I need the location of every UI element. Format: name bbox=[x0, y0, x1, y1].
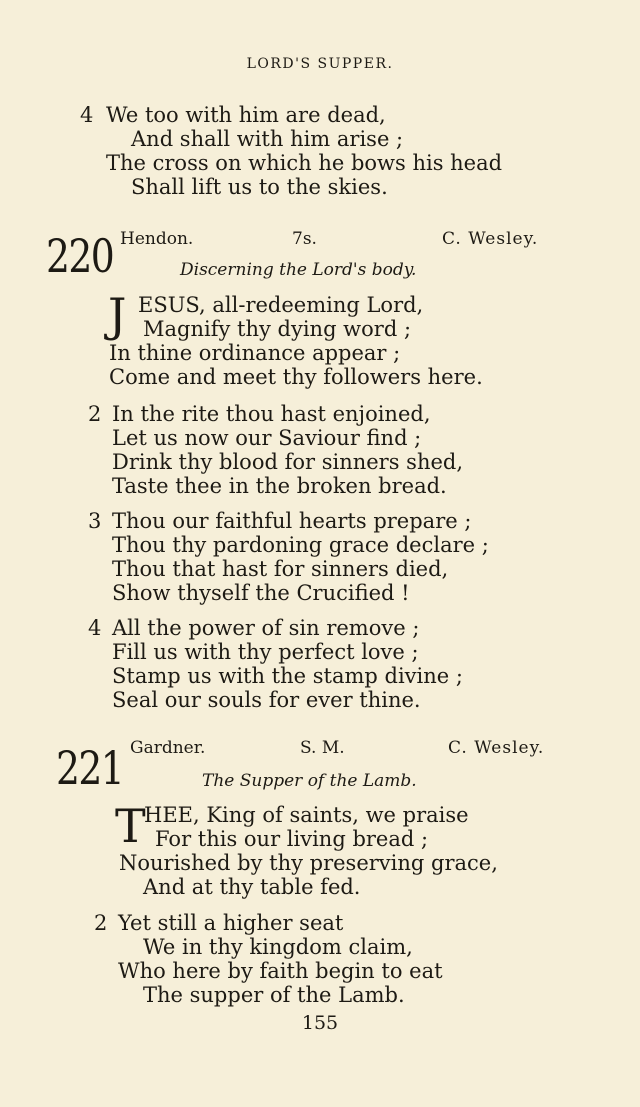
tune-name: Hendon. bbox=[120, 229, 194, 249]
verse-line: Come and meet thy followers here. bbox=[109, 365, 483, 389]
verse-line: Fill us with thy perfect love ; bbox=[112, 640, 419, 664]
verse-line: Let us now our Saviour find ; bbox=[112, 426, 422, 450]
verse-number: 2 bbox=[88, 402, 102, 426]
verse-line: Stamp us with the stamp divine ; bbox=[112, 664, 463, 688]
meter: 7s. bbox=[292, 229, 317, 249]
page-number: 155 bbox=[301, 1012, 339, 1034]
verse-line: In the rite thou hast enjoined, bbox=[112, 402, 431, 426]
verse-line: All the power of sin remove ; bbox=[112, 616, 420, 640]
verse-line: For this our living bread ; bbox=[155, 827, 429, 851]
verse-line: We too with him are dead, bbox=[106, 103, 386, 127]
verse-line: Shall lift us to the skies. bbox=[131, 175, 388, 199]
verse-line: And shall with him arise ; bbox=[131, 127, 404, 151]
hymn-number: 221 bbox=[56, 741, 124, 795]
verse-line: Who here by faith begin to eat bbox=[118, 959, 443, 983]
verse-line: Show thyself the Crucified ! bbox=[112, 581, 410, 605]
drop-cap: J bbox=[108, 288, 127, 342]
meter: S. M. bbox=[300, 738, 345, 758]
verse-line: Nourished by thy preserving grace, bbox=[119, 851, 498, 875]
verse-line: The cross on which he bows his head bbox=[106, 151, 503, 175]
author: C. Wesley. bbox=[442, 229, 539, 249]
hymn-subtitle: Discerning the Lord's body. bbox=[180, 260, 417, 280]
verse-number: 2 bbox=[94, 911, 108, 935]
verse-line: Magnify thy dying word ; bbox=[143, 317, 412, 341]
running-head: LORD'S SUPPER. bbox=[246, 56, 394, 72]
verse-line: Drink thy blood for sinners shed, bbox=[112, 450, 464, 474]
verse-number: 4 bbox=[80, 103, 94, 127]
verse-line: The supper of the Lamb. bbox=[143, 983, 405, 1007]
verse-line: Thou our faithful hearts prepare ; bbox=[112, 509, 472, 533]
tune-name: Gardner. bbox=[130, 738, 206, 758]
verse-line: Thou that hast for sinners died, bbox=[112, 557, 449, 581]
verse-line: Seal our souls for ever thine. bbox=[112, 688, 421, 712]
hymn-number: 220 bbox=[46, 229, 114, 283]
verse-number: 3 bbox=[88, 509, 102, 533]
verse-line: HEE, King of saints, we praise bbox=[144, 803, 469, 827]
verse-number: 4 bbox=[88, 616, 102, 640]
author: C. Wesley. bbox=[448, 738, 545, 758]
verse-line: We in thy kingdom claim, bbox=[143, 935, 413, 959]
verse-line: Taste thee in the broken bread. bbox=[112, 474, 447, 498]
verse-line: In thine ordinance appear ; bbox=[109, 341, 401, 365]
verse-line: And at thy table fed. bbox=[143, 875, 361, 899]
verse-line: Yet still a higher seat bbox=[118, 911, 344, 935]
verse-line: ESUS, all-redeeming Lord, bbox=[138, 293, 424, 317]
drop-cap: T bbox=[115, 799, 146, 853]
hymn-subtitle: The Supper of the Lamb. bbox=[202, 771, 417, 791]
verse-line: Thou thy pardoning grace declare ; bbox=[112, 533, 489, 557]
